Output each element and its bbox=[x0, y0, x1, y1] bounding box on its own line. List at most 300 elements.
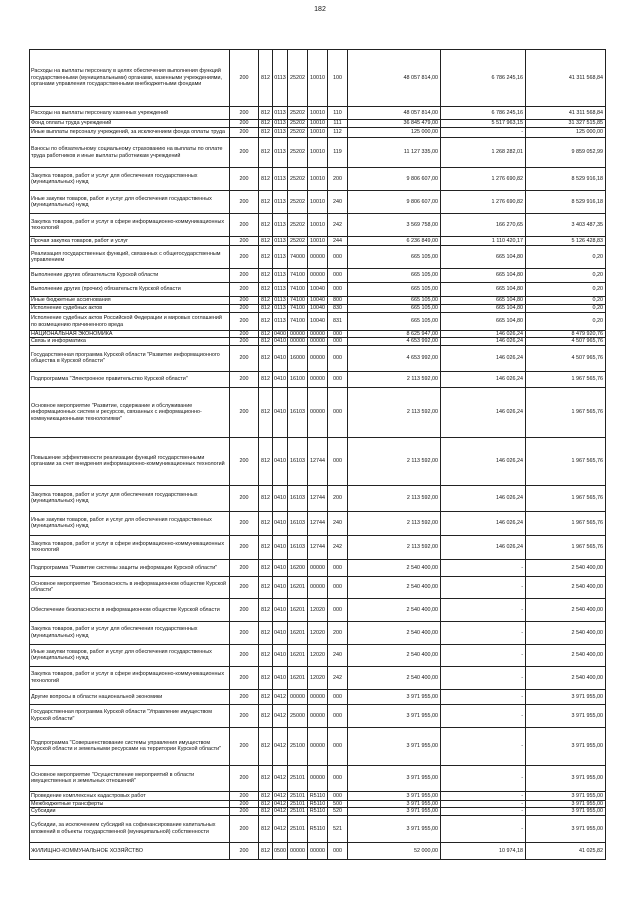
remaining-amount: 2 540 400,00 bbox=[526, 559, 606, 576]
admin-code: 200 bbox=[230, 50, 259, 107]
program-code: 00000 bbox=[288, 331, 308, 338]
row-name: Расходы на выплаты персоналу в целях обеспечения выполнения функций государственными (муниципальными) органами, казенными учреждениями, органами управления государственными внебюджетными фондами bbox=[30, 50, 230, 107]
table-row bbox=[30, 371, 606, 387]
executed-amount: - bbox=[441, 598, 526, 621]
row-name: Подпрограмма "Электронное правительство Курской области" bbox=[30, 371, 230, 387]
executed-amount: - bbox=[441, 666, 526, 689]
table-row bbox=[30, 107, 606, 120]
table-row bbox=[30, 168, 606, 191]
approved-amount: 665 105,00 bbox=[348, 283, 441, 297]
expense-type-code: 200 bbox=[328, 485, 348, 511]
admin-code: 200 bbox=[230, 345, 259, 371]
row-name: Подпрограмма "Развитие системы защиты информации Курской области" bbox=[30, 559, 230, 576]
admin-code: 200 bbox=[230, 283, 259, 297]
table-row bbox=[30, 800, 606, 807]
dept-code: 812 bbox=[259, 437, 273, 485]
section-code: 0113 bbox=[274, 120, 286, 127]
item-code: 00000 bbox=[308, 345, 328, 371]
expense-type-code: 000 bbox=[328, 269, 348, 283]
approved-amount: 3 971 955,00 bbox=[348, 765, 441, 791]
approved-amount: 3 971 955,00 bbox=[348, 808, 441, 815]
expense-type-code: 000 bbox=[328, 576, 348, 598]
row-name: Закупка товаров, работ и услуг для обеспечения государственных (муниципальных) нужд bbox=[30, 485, 230, 511]
section-code: 0410 bbox=[273, 437, 288, 485]
admin-code: 200 bbox=[230, 808, 259, 815]
executed-amount: 146 026,24 bbox=[441, 338, 526, 345]
section-code: 0113 bbox=[273, 168, 288, 191]
approved-amount: 2 540 400,00 bbox=[348, 666, 441, 689]
dept-code: 812 bbox=[259, 138, 273, 168]
item-code: 00000 bbox=[308, 727, 328, 765]
section-code: 0410 bbox=[273, 387, 288, 437]
approved-amount: 2 540 400,00 bbox=[348, 644, 441, 666]
executed-amount: 5 517 963,15 bbox=[441, 120, 526, 128]
admin-code: 200 bbox=[230, 765, 259, 791]
remaining-amount: 3 971 955,00 bbox=[526, 689, 606, 704]
remaining-amount: 0,20 bbox=[526, 283, 606, 297]
executed-amount: 6 786 245,16 bbox=[441, 50, 526, 107]
item-code: 00000 bbox=[308, 842, 328, 859]
row-name: Расходы на выплаты персоналу казенных учреждений bbox=[30, 107, 230, 120]
program-code: 00000 bbox=[288, 689, 308, 704]
dept-code: 812 bbox=[259, 331, 273, 338]
program-code: 25202 bbox=[288, 50, 308, 107]
program-code: 16000 bbox=[288, 345, 308, 371]
remaining-amount: 2 540 400,00 bbox=[526, 598, 606, 621]
admin-code: 200 bbox=[230, 120, 259, 128]
approved-amount: 4 653 992,00 bbox=[348, 345, 441, 371]
program-code: 16201 bbox=[288, 576, 308, 598]
program-code: 16103 bbox=[288, 511, 308, 535]
section-code: 0410 bbox=[273, 576, 288, 598]
item-code: 10010 bbox=[308, 191, 328, 214]
remaining-amount: 1 967 565,76 bbox=[526, 485, 606, 511]
approved-amount: 6 236 849,00 bbox=[348, 237, 441, 246]
table-row bbox=[30, 138, 606, 168]
dept-code: 812 bbox=[259, 191, 273, 214]
section-code: 0410 bbox=[274, 338, 286, 345]
item-code: 10010 bbox=[308, 138, 328, 168]
remaining-amount: 1 967 565,76 bbox=[526, 535, 606, 559]
section-code: 0113 bbox=[274, 305, 286, 312]
dept-code: 812 bbox=[259, 800, 273, 807]
table-row bbox=[30, 297, 606, 305]
remaining-amount: 2 540 400,00 bbox=[526, 621, 606, 644]
program-code: 16201 bbox=[288, 644, 308, 666]
expense-type-code: 000 bbox=[328, 437, 348, 485]
row-name: Иные закупки товаров, работ и услуг для обеспечения государственных (муниципальных) нужд bbox=[30, 644, 230, 666]
item-code: R5110 bbox=[308, 815, 328, 842]
admin-code: 200 bbox=[230, 338, 259, 345]
item-code: 12744 bbox=[308, 511, 328, 535]
section-code: 0113 bbox=[273, 138, 288, 168]
table-row bbox=[30, 120, 606, 128]
approved-amount: 9 806 607,00 bbox=[348, 168, 441, 191]
expense-type-code: 242 bbox=[328, 535, 348, 559]
admin-code: 200 bbox=[230, 511, 259, 535]
executed-amount: 10 974,18 bbox=[441, 842, 526, 859]
section-code: 0410 bbox=[273, 485, 288, 511]
executed-amount: - bbox=[441, 576, 526, 598]
remaining-amount: 0,20 bbox=[526, 246, 606, 269]
row-name: Субсидии, за исключением субсидий на софинансирование капитальных вложений в объекты государственной (муниципальной) собственности bbox=[30, 815, 230, 842]
expense-type-code: 000 bbox=[328, 246, 348, 269]
remaining-amount: 3 971 955,00 bbox=[526, 808, 606, 815]
row-name: Другие вопросы в области национальной экономики bbox=[30, 689, 230, 704]
remaining-amount: 0,20 bbox=[526, 305, 606, 313]
approved-amount: 2 540 400,00 bbox=[348, 621, 441, 644]
program-code: 16201 bbox=[288, 666, 308, 689]
approved-amount: 3 971 955,00 bbox=[348, 800, 441, 807]
expense-type-code: 110 bbox=[328, 107, 348, 120]
expense-type-code: 240 bbox=[328, 511, 348, 535]
row-name: Субсидии bbox=[30, 808, 230, 815]
row-name: Иные выплаты персоналу учреждений, за исключением фонда оплаты труда bbox=[30, 128, 230, 138]
remaining-amount: 41 311 568,84 bbox=[526, 50, 606, 107]
row-name: Основное мероприятие "Безопасность в информационном обществе Курской области" bbox=[30, 576, 230, 598]
executed-amount: 665 104,80 bbox=[441, 297, 526, 305]
dept-code: 812 bbox=[259, 107, 273, 120]
executed-amount: 1 268 282,01 bbox=[441, 138, 526, 168]
remaining-amount: 8 529 916,18 bbox=[526, 191, 606, 214]
executed-amount: 6 786 245,16 bbox=[441, 107, 526, 120]
admin-code: 200 bbox=[230, 237, 259, 246]
expense-type-code: 000 bbox=[328, 727, 348, 765]
dept-code: 812 bbox=[259, 50, 273, 107]
program-code: 74100 bbox=[288, 313, 308, 331]
item-code: R5110 bbox=[308, 791, 328, 800]
admin-code: 200 bbox=[230, 689, 259, 704]
executed-amount: 146 026,24 bbox=[441, 535, 526, 559]
program-code: 16200 bbox=[288, 559, 308, 576]
row-name: Иные бюджетные ассигнования bbox=[30, 297, 230, 305]
section-code: 0400 bbox=[274, 331, 286, 337]
admin-code: 200 bbox=[230, 297, 259, 305]
program-code: 16103 bbox=[288, 485, 308, 511]
row-name: Обеспечение безопасности в информационном обществе Курской области bbox=[30, 598, 230, 621]
remaining-amount: 9 859 052,99 bbox=[526, 138, 606, 168]
approved-amount: 52 000,00 bbox=[348, 842, 441, 859]
expense-type-code: 000 bbox=[328, 283, 348, 297]
remaining-amount: 3 971 955,00 bbox=[526, 727, 606, 765]
executed-amount: - bbox=[441, 621, 526, 644]
row-name: Исполнение судебных актов bbox=[30, 305, 230, 313]
program-code: 25202 bbox=[288, 138, 308, 168]
program-code: 00000 bbox=[288, 338, 308, 345]
program-code: 16103 bbox=[288, 535, 308, 559]
program-code: 16201 bbox=[288, 598, 308, 621]
row-name: Повышение эффективности реализации функций государственными органами за счет внедрения информационно-коммуникационных технологий bbox=[30, 437, 230, 485]
executed-amount: 146 026,24 bbox=[441, 387, 526, 437]
expense-type-code: 200 bbox=[328, 621, 348, 644]
row-name: Фонд оплаты труда учреждений bbox=[30, 120, 230, 128]
expense-type-code: 000 bbox=[328, 689, 348, 704]
item-code: 12020 bbox=[308, 598, 328, 621]
section-code: 0410 bbox=[273, 621, 288, 644]
remaining-amount: 4 507 965,76 bbox=[526, 345, 606, 371]
remaining-amount: 2 540 400,00 bbox=[526, 576, 606, 598]
admin-code: 200 bbox=[230, 621, 259, 644]
program-code: 25202 bbox=[288, 120, 308, 128]
approved-amount: 2 113 592,00 bbox=[348, 371, 441, 387]
table-row bbox=[30, 338, 606, 345]
executed-amount: - bbox=[441, 808, 526, 815]
remaining-amount: 1 967 565,76 bbox=[526, 511, 606, 535]
section-code: 0113 bbox=[274, 237, 286, 244]
expense-type-code: 000 bbox=[328, 338, 348, 345]
row-name: Закупка товаров, работ и услуг для обеспечения государственных (муниципальных) нужд bbox=[30, 621, 230, 644]
approved-amount: 36 845 479,00 bbox=[348, 120, 441, 128]
executed-amount: - bbox=[441, 800, 526, 807]
executed-amount: 665 104,80 bbox=[441, 269, 526, 283]
section-code: 0113 bbox=[273, 191, 288, 214]
program-code: 25101 bbox=[288, 808, 308, 815]
expense-type-code: 240 bbox=[328, 191, 348, 214]
program-code: 25202 bbox=[288, 191, 308, 214]
approved-amount: 665 105,00 bbox=[348, 305, 441, 313]
item-code: 10010 bbox=[308, 168, 328, 191]
expense-type-code: 000 bbox=[328, 371, 348, 387]
approved-amount: 48 057 814,00 bbox=[348, 107, 441, 120]
item-code: 00000 bbox=[308, 689, 328, 704]
section-code: 0410 bbox=[273, 598, 288, 621]
item-code: 10010 bbox=[308, 214, 328, 237]
row-name: Взносы по обязательному социальному страхованию на выплаты по оплате труда работников и иные выплаты работникам учреждений bbox=[30, 138, 230, 168]
executed-amount: 166 270,65 bbox=[441, 214, 526, 237]
approved-amount: 3 971 955,00 bbox=[348, 704, 441, 727]
expense-type-code: 521 bbox=[328, 815, 348, 842]
table-row bbox=[30, 485, 606, 511]
program-code: 74100 bbox=[288, 297, 308, 305]
section-code: 0410 bbox=[273, 666, 288, 689]
row-name: Реализация государственных функций, связанных с общегосударственным управлением bbox=[30, 246, 230, 269]
program-code: 74100 bbox=[288, 269, 308, 283]
dept-code: 812 bbox=[259, 237, 273, 246]
executed-amount: 665 104,80 bbox=[441, 283, 526, 297]
admin-code: 200 bbox=[230, 168, 259, 191]
section-code: 0113 bbox=[273, 313, 288, 331]
remaining-amount: 5 126 428,83 bbox=[526, 237, 606, 246]
executed-amount: 665 104,80 bbox=[441, 305, 526, 313]
item-code: 00000 bbox=[308, 246, 328, 269]
remaining-amount: 8 529 916,18 bbox=[526, 168, 606, 191]
dept-code: 812 bbox=[259, 387, 273, 437]
dept-code: 812 bbox=[259, 269, 273, 283]
approved-amount: 665 105,00 bbox=[348, 246, 441, 269]
table-row bbox=[30, 313, 606, 331]
dept-code: 812 bbox=[259, 842, 273, 859]
section-code: 0113 bbox=[273, 50, 288, 107]
table-row bbox=[30, 283, 606, 297]
program-code: 16103 bbox=[288, 387, 308, 437]
remaining-amount: 3 971 955,00 bbox=[526, 800, 606, 807]
section-code: 0412 bbox=[274, 808, 286, 815]
admin-code: 200 bbox=[230, 666, 259, 689]
executed-amount: 146 026,24 bbox=[441, 511, 526, 535]
admin-code: 200 bbox=[230, 269, 259, 283]
remaining-amount: 125 000,00 bbox=[526, 128, 606, 138]
row-name: Подпрограмма "Совершенствование системы управления имуществом Курской области и земельными ресурсами на территории Курской области" bbox=[30, 727, 230, 765]
dept-code: 812 bbox=[259, 644, 273, 666]
expense-type-code: 500 bbox=[328, 800, 348, 807]
item-code: 00000 bbox=[308, 269, 328, 283]
remaining-amount: 3 971 955,00 bbox=[526, 765, 606, 791]
item-code: 00000 bbox=[308, 338, 328, 345]
row-name: Государственная программа Курской области "Развитие информационного общества в Курской области" bbox=[30, 345, 230, 371]
admin-code: 200 bbox=[230, 246, 259, 269]
admin-code: 200 bbox=[230, 598, 259, 621]
expense-type-code: 111 bbox=[328, 120, 348, 128]
program-code: 74100 bbox=[288, 305, 308, 313]
dept-code: 812 bbox=[259, 666, 273, 689]
program-code: 25101 bbox=[288, 765, 308, 791]
expense-type-code: 000 bbox=[328, 842, 348, 859]
dept-code: 812 bbox=[259, 338, 273, 345]
table-row bbox=[30, 511, 606, 535]
executed-amount: 1 276 690,82 bbox=[441, 168, 526, 191]
row-name: Основное мероприятие "Осуществление мероприятий в области имущественных и земельных отношений" bbox=[30, 765, 230, 791]
item-code: 00000 bbox=[308, 765, 328, 791]
dept-code: 812 bbox=[259, 704, 273, 727]
row-name: Межбюджетные трансферты bbox=[30, 800, 230, 807]
approved-amount: 3 971 955,00 bbox=[348, 689, 441, 704]
item-code: 12744 bbox=[308, 485, 328, 511]
approved-amount: 9 806 607,00 bbox=[348, 191, 441, 214]
program-code: 16103 bbox=[288, 437, 308, 485]
executed-amount: - bbox=[441, 559, 526, 576]
table-row bbox=[30, 621, 606, 644]
section-code: 0410 bbox=[273, 644, 288, 666]
remaining-amount: 41 311 568,84 bbox=[526, 107, 606, 120]
executed-amount: 146 026,24 bbox=[441, 345, 526, 371]
admin-code: 200 bbox=[230, 485, 259, 511]
approved-amount: 665 105,00 bbox=[348, 297, 441, 305]
approved-amount: 2 113 592,00 bbox=[348, 511, 441, 535]
item-code: 10010 bbox=[308, 128, 328, 138]
table-row bbox=[30, 305, 606, 313]
remaining-amount: 3 971 955,00 bbox=[526, 704, 606, 727]
executed-amount: 1 276 690,82 bbox=[441, 191, 526, 214]
approved-amount: 48 057 814,00 bbox=[348, 50, 441, 107]
expense-type-code: 240 bbox=[328, 644, 348, 666]
dept-code: 812 bbox=[259, 621, 273, 644]
dept-code: 812 bbox=[259, 305, 273, 313]
dept-code: 812 bbox=[259, 598, 273, 621]
table-row bbox=[30, 815, 606, 842]
expense-type-code: 242 bbox=[328, 666, 348, 689]
executed-amount: - bbox=[441, 727, 526, 765]
program-code: 16100 bbox=[288, 371, 308, 387]
program-code: 16201 bbox=[288, 621, 308, 644]
remaining-amount: 1 967 565,76 bbox=[526, 387, 606, 437]
table-row bbox=[30, 269, 606, 283]
executed-amount: - bbox=[441, 689, 526, 704]
item-code: 10010 bbox=[308, 237, 328, 246]
admin-code: 200 bbox=[230, 815, 259, 842]
admin-code: 200 bbox=[230, 704, 259, 727]
item-code: 10010 bbox=[308, 120, 328, 128]
approved-amount: 2 113 592,00 bbox=[348, 535, 441, 559]
table-row bbox=[30, 559, 606, 576]
expense-type-code: 100 bbox=[328, 50, 348, 107]
program-code: 25202 bbox=[288, 237, 308, 246]
program-code: 25202 bbox=[288, 128, 308, 138]
section-code: 0113 bbox=[273, 128, 288, 138]
dept-code: 812 bbox=[259, 297, 273, 305]
dept-code: 812 bbox=[259, 128, 273, 138]
dept-code: 812 bbox=[259, 168, 273, 191]
row-name: Проведение комплексных кадастровых работ bbox=[30, 791, 230, 800]
admin-code: 200 bbox=[230, 331, 259, 338]
section-code: 0113 bbox=[273, 283, 288, 297]
approved-amount: 665 105,00 bbox=[348, 313, 441, 331]
admin-code: 200 bbox=[230, 535, 259, 559]
expense-type-code: 831 bbox=[328, 313, 348, 331]
expense-type-code: 000 bbox=[328, 765, 348, 791]
row-name: Закупка товаров, работ и услуг в сфере информационно-коммуникационных технологий bbox=[30, 666, 230, 689]
expense-type-code: 800 bbox=[328, 297, 348, 305]
section-code: 0412 bbox=[273, 704, 288, 727]
dept-code: 812 bbox=[259, 345, 273, 371]
section-code: 0410 bbox=[273, 371, 288, 387]
expense-type-code: 520 bbox=[328, 808, 348, 815]
approved-amount: 4 653 992,00 bbox=[348, 338, 441, 345]
section-code: 0412 bbox=[274, 800, 286, 807]
item-code: 00000 bbox=[308, 559, 328, 576]
remaining-amount: 0,20 bbox=[526, 269, 606, 283]
remaining-amount: 3 971 955,00 bbox=[526, 815, 606, 842]
admin-code: 200 bbox=[230, 842, 259, 859]
executed-amount: 146 026,24 bbox=[441, 485, 526, 511]
remaining-amount: 4 507 965,76 bbox=[526, 338, 606, 345]
item-code: 00000 bbox=[308, 331, 328, 338]
section-code: 0113 bbox=[273, 107, 288, 120]
item-code: 00000 bbox=[308, 704, 328, 727]
table-row bbox=[30, 689, 606, 704]
dept-code: 812 bbox=[259, 576, 273, 598]
remaining-amount: 1 967 565,76 bbox=[526, 437, 606, 485]
executed-amount: 665 104,80 bbox=[441, 246, 526, 269]
item-code: 10010 bbox=[308, 107, 328, 120]
table-row bbox=[30, 842, 606, 859]
dept-code: 812 bbox=[259, 511, 273, 535]
section-code: 0410 bbox=[273, 511, 288, 535]
approved-amount: 665 105,00 bbox=[348, 269, 441, 283]
executed-amount: - bbox=[441, 791, 526, 800]
remaining-amount: 31 327 515,85 bbox=[526, 120, 606, 128]
item-code: 00000 bbox=[308, 576, 328, 598]
remaining-amount: 3 403 487,35 bbox=[526, 214, 606, 237]
dept-code: 812 bbox=[259, 485, 273, 511]
approved-amount: 3 971 955,00 bbox=[348, 727, 441, 765]
executed-amount: - bbox=[441, 765, 526, 791]
row-name: НАЦИОНАЛЬНАЯ ЭКОНОМИКА bbox=[30, 331, 230, 338]
section-code: 0412 bbox=[273, 765, 288, 791]
table-row bbox=[30, 644, 606, 666]
admin-code: 200 bbox=[230, 791, 259, 800]
executed-amount: 665 104,80 bbox=[441, 313, 526, 331]
approved-amount: 125 000,00 bbox=[348, 128, 441, 138]
expense-type-code: 000 bbox=[328, 791, 348, 800]
program-code: 00000 bbox=[288, 842, 308, 859]
table-row bbox=[30, 387, 606, 437]
remaining-amount: 2 540 400,00 bbox=[526, 666, 606, 689]
dept-code: 812 bbox=[259, 791, 273, 800]
item-code: 12744 bbox=[308, 437, 328, 485]
table-row bbox=[30, 237, 606, 246]
expense-type-code: 000 bbox=[328, 704, 348, 727]
dept-code: 812 bbox=[259, 815, 273, 842]
